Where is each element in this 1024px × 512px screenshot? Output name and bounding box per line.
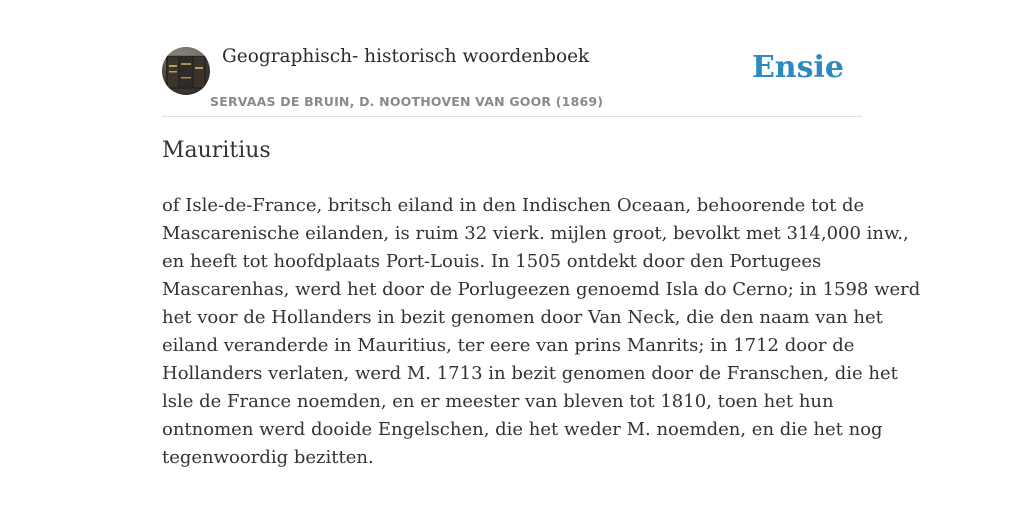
entry-body-line: en heeft tot hoofdplaats Port-Louis. In 1505 ontdekt door den Portugees: [162, 251, 822, 272]
book-header: [162, 44, 862, 117]
entry-body-line: het voor de Hollanders in bezit genomen door Van Neck, die den naam van het: [162, 307, 883, 328]
book-cover-icon[interactable]: [162, 47, 210, 95]
entry-body-line: ontnomen werd dooide Engelschen, die het weder M. noemden, en die het nog: [162, 419, 883, 440]
book-author: SERVAAS DE BRUIN, D. NOOTHOVEN VAN GOOR (1869): [210, 94, 604, 109]
entry-body-line: eiland veranderde in Mauritius, ter eere van prins Manrits; in 1712 door de: [162, 335, 855, 356]
entry-body-line: of Isle-de-France, britsch eiland in den Indischen Oceaan, behoorende tot de: [162, 195, 865, 216]
entry-title: Mauritius: [162, 138, 271, 163]
ensie-logo-link[interactable]: Ensie: [751, 50, 844, 85]
entry-body-line: tegenwoordig bezitten.: [162, 447, 374, 468]
entry-body-line: Hollanders verlaten, werd M. 1713 in bezit genomen door de Franschen, die het: [162, 363, 898, 384]
book-title[interactable]: Geographisch- historisch woordenboek: [222, 46, 590, 67]
entry-body-line: lsle de France noemden, en er meester van bleven tot 1810, toen het hun: [162, 391, 834, 412]
entry-body-line: Mascarenhas, werd het door de Porlugeezen genoemd Isla do Cerno; in 1598 werd: [162, 279, 921, 300]
entry-body: [162, 192, 921, 472]
entry-body-line: Mascarenische eilanden, is ruim 32 vierk. mijlen groot, bevolkt met 314,000 inw.,: [162, 223, 909, 244]
